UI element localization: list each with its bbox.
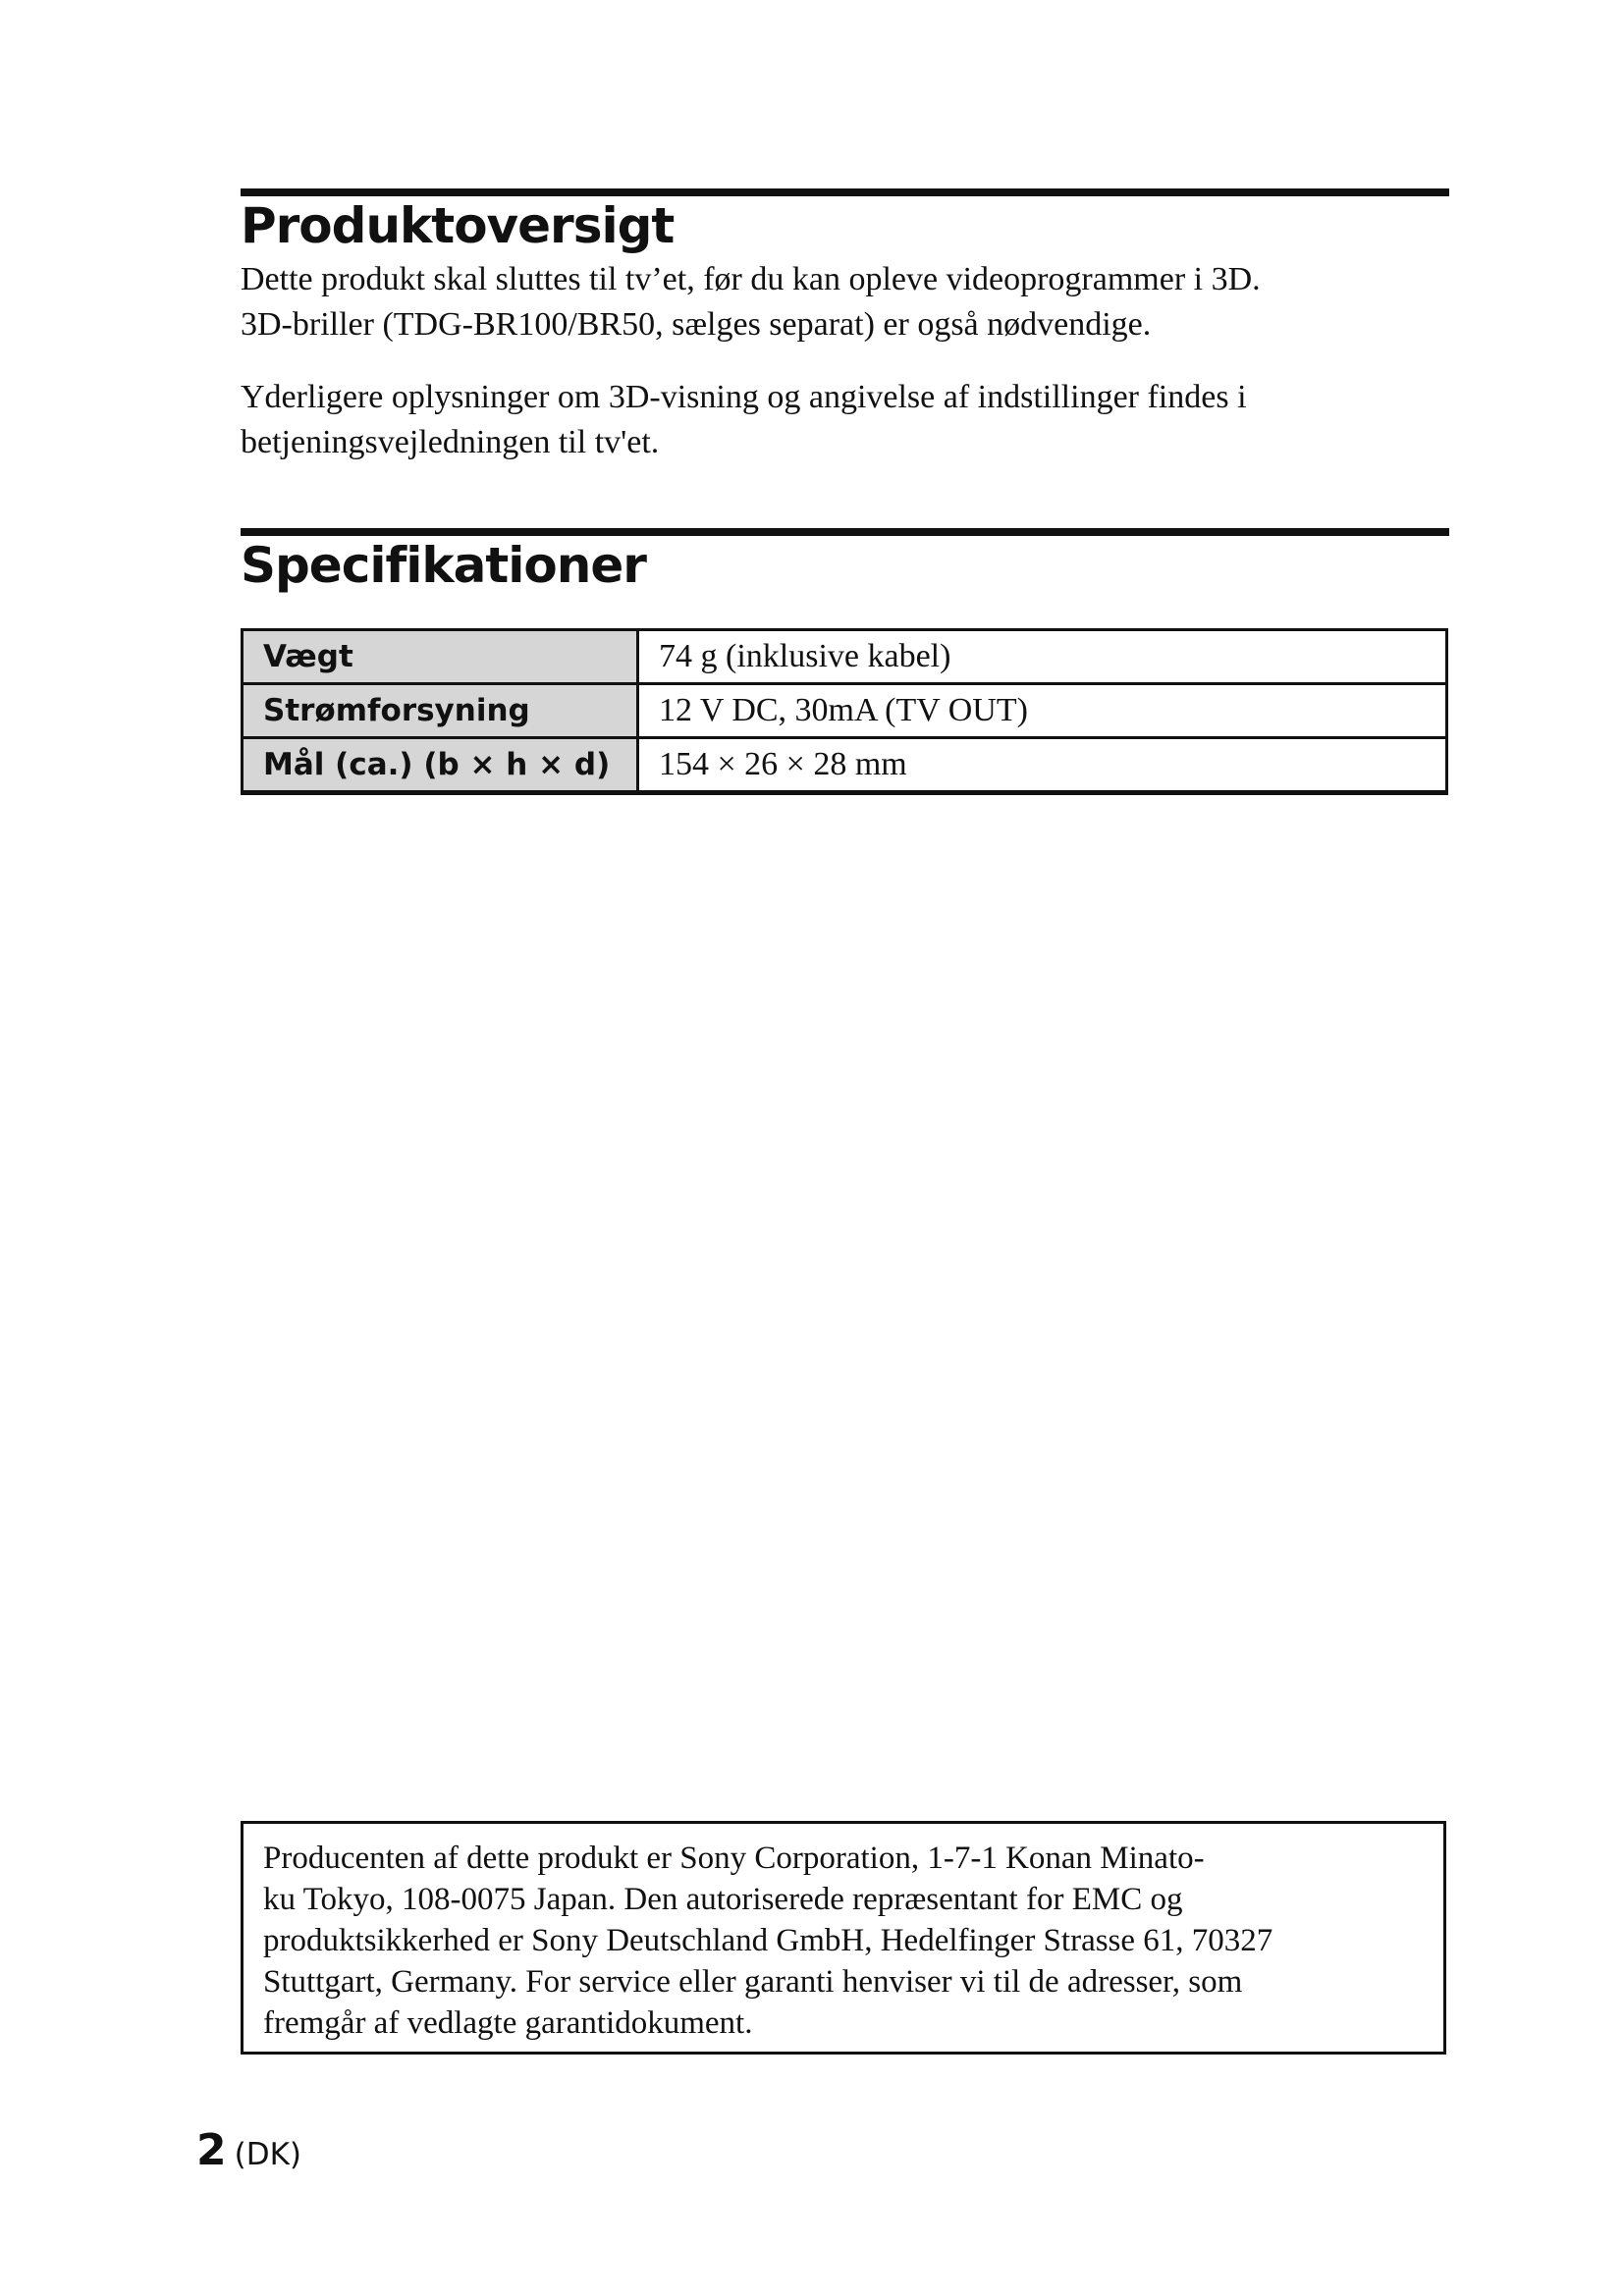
notice-line: produktsikkerhed er Sony Deutschland GmbH, Hedelfinger Strasse 61, 70327 xyxy=(263,1923,1273,1958)
overview-line: 3D-briller (TDG-BR100/BR50, sælges separat) er også nødvendige. xyxy=(241,306,1152,343)
page-footer xyxy=(196,2125,301,2175)
section-rule-overview xyxy=(241,188,1449,196)
spec-label: Mål (ca.) (b × h × d) xyxy=(243,738,638,793)
overview-extra-line: Yderligere oplysninger om 3D-visning og angivelse af indstillinger findes i xyxy=(241,379,1247,415)
page-number: 2 xyxy=(196,2125,227,2175)
manufacturer-notice xyxy=(241,1821,1446,2055)
overview-intro xyxy=(241,257,1399,347)
table-row xyxy=(243,684,1447,738)
table-row xyxy=(243,630,1447,684)
section-rule-specs xyxy=(241,528,1449,536)
overview-extra xyxy=(241,375,1399,465)
overview-line: Dette produkt skal sluttes til tv’et, før du kan opleve videoprogrammer i 3D. xyxy=(241,261,1261,297)
notice-line: Producenten af dette produkt er Sony Corporation, 1-7-1 Konan Minato- xyxy=(263,1841,1205,1876)
notice-line: Stuttgart, Germany. For service eller garanti henviser vi til de adresser, som xyxy=(263,1964,1243,2000)
table-row xyxy=(243,738,1447,793)
page-language: (DK) xyxy=(234,2137,302,2172)
overview-extra-line: betjeningsvejledningen til tv'et. xyxy=(241,424,660,460)
overview-heading: Produktoversigt xyxy=(241,197,675,254)
spec-value: 74 g (inklusive kabel) xyxy=(638,630,1447,684)
spec-value: 12 V DC, 30mA (TV OUT) xyxy=(638,684,1447,738)
spec-table xyxy=(241,628,1448,795)
spec-label: Vægt xyxy=(243,630,638,684)
spec-value: 154 × 26 × 28 mm xyxy=(638,738,1447,793)
notice-line: ku Tokyo, 108-0075 Japan. Den autoriserede repræsentant for EMC og xyxy=(263,1882,1183,1917)
notice-line: fremgår af vedlagte garantidokument. xyxy=(263,2005,753,2041)
spec-label: Strømforsyning xyxy=(243,684,638,738)
specs-heading: Specifikationer xyxy=(241,537,646,594)
